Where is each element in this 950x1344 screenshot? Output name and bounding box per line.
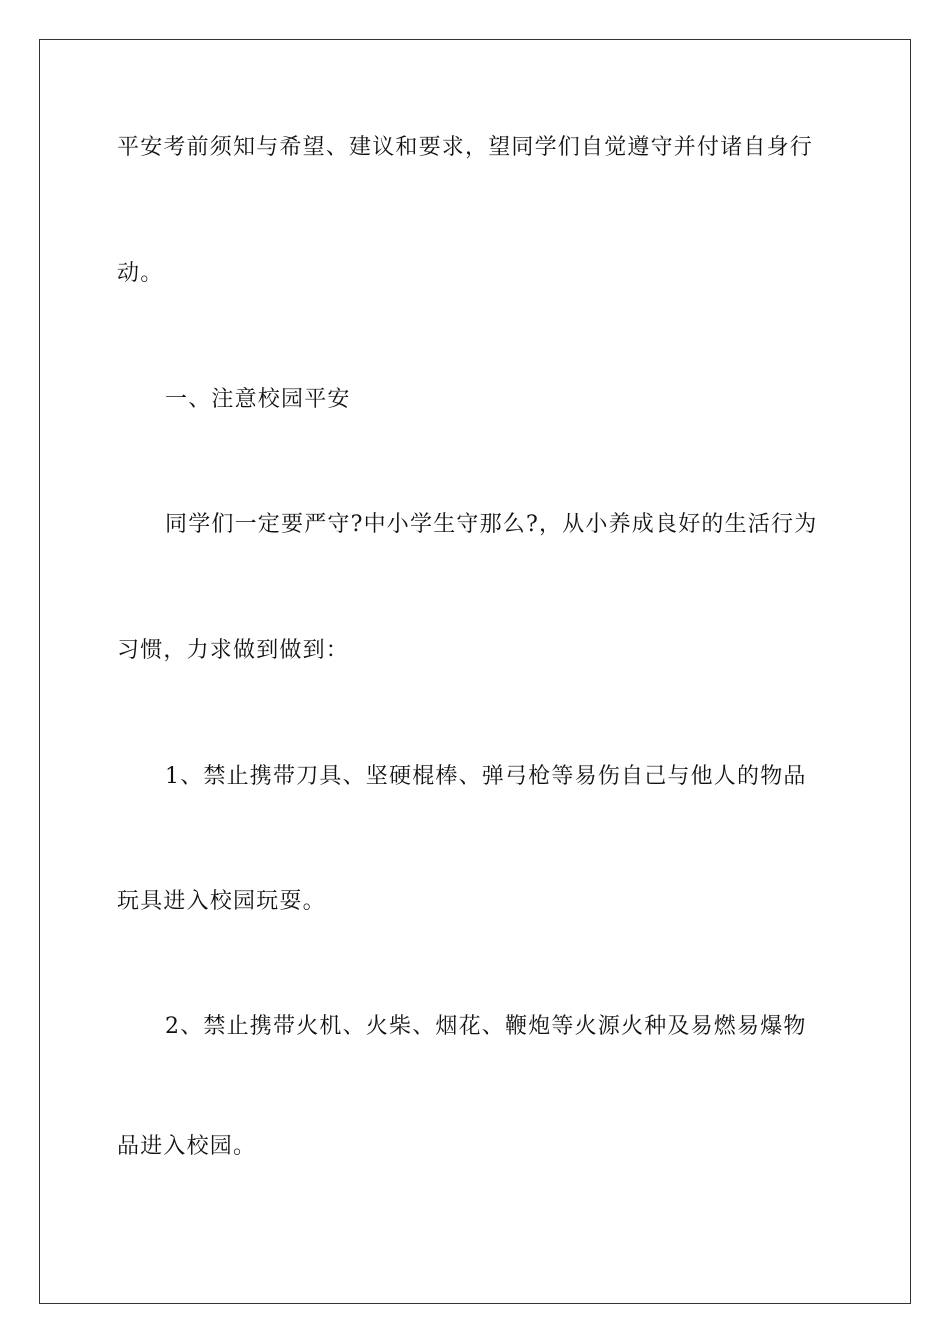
paragraph-line: 习惯，力求做到做到： xyxy=(117,638,350,663)
paragraph-line: 同学们一定要严守?中小学生守那么?，从小养成良好的生活行为 xyxy=(165,512,818,537)
list-item-1-continued: 玩具进入校园玩耍。 xyxy=(117,889,326,914)
paragraph-line: 平安考前须知与希望、建议和要求，望同学们自觉遵守并付诸自身行 xyxy=(117,135,814,160)
paragraph-line: 动。 xyxy=(117,261,164,286)
page-border xyxy=(39,39,911,1304)
list-item-2-continued: 品进入校园。 xyxy=(117,1134,257,1159)
list-item-1: 1、禁止携带刀具、坚硬棍棒、弹弓枪等易伤自己与他人的物品 xyxy=(165,764,807,789)
list-item-2: 2、禁止携带火机、火柴、烟花、鞭炮等火源火种及易燃易爆物 xyxy=(165,1014,807,1039)
section-heading: 一、注意校园平安 xyxy=(165,387,351,412)
